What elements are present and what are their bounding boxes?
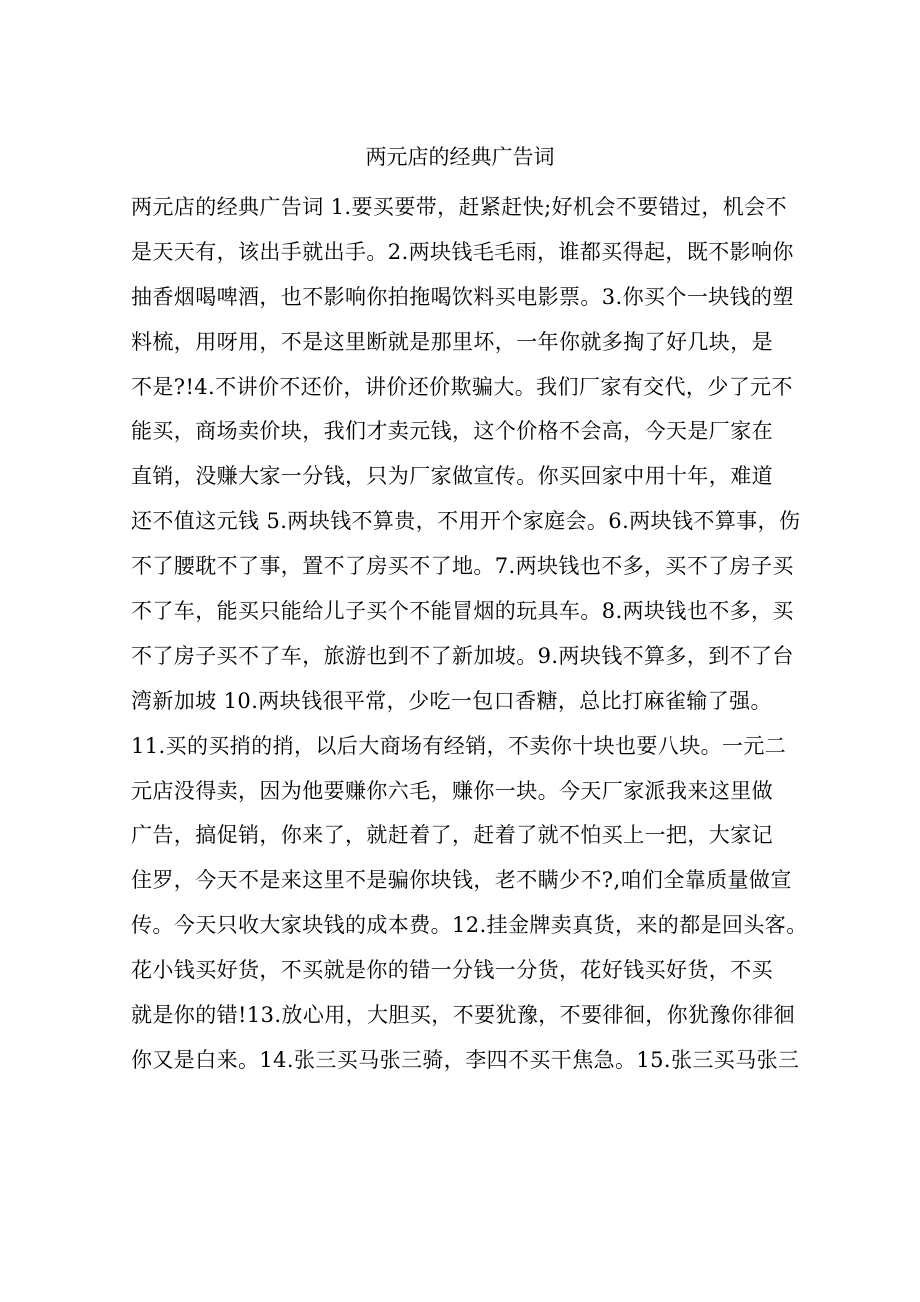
body-line: 不了房子买不了车，旅游也到不了新加坡。9.两块钱不算多，到不了台	[131, 643, 794, 668]
body-line: 传。今天只收大家块钱的成本费。12.挂金牌卖真货，来的都是回头客。	[131, 913, 808, 938]
document-body	[131, 187, 808, 1085]
document-title: 两元店的经典广告词	[365, 145, 555, 169]
body-line: 不了车，能买只能给儿子买个不能冒烟的玩具车。8.两块钱也不多，买	[131, 599, 794, 624]
body-line: 你又是白来。14.张三买马张三骑，李四不买干焦急。15.张三买马张三	[131, 1047, 800, 1072]
body-line: 不是?!4.不讲价不还价，讲价还价欺骗大。我们厂家有交代，少了元不	[131, 374, 793, 399]
body-line: 直销，没赚大家一分钱，只为厂家做宣传。你买回家中用十年，难道	[131, 464, 773, 489]
body-line: 元店没得卖，因为他要赚你六毛，赚你一块。今天厂家派我来这里做	[131, 778, 773, 803]
body-line: 抽香烟喝啤酒，也不影响你拍拖喝饮料买电影票。3.你买个一块钱的塑	[131, 284, 794, 309]
body-line: 料梳，用呀用，不是这里断就是那里坏，一年你就多掏了好几块，是	[131, 329, 773, 354]
body-line: 花小钱买好货，不买就是你的错一分钱一分货，花好钱买好货，不买	[131, 958, 773, 983]
body-line: 是天天有，该出手就出手。2.两块钱毛毛雨，谁都买得起，既不影响你	[131, 239, 794, 264]
body-line: 住罗，今天不是来这里不是骗你块钱，老不瞒少不?,咱们全靠质量做宣	[131, 868, 792, 893]
body-line: 11.买的买捎的捎，以后大商场有经销，不卖你十块也要八块。一元二	[131, 733, 787, 758]
body-line: 湾新加坡 10.两块钱很平常，少吃一包口香糖，总比打麻雀输了强。	[131, 688, 772, 713]
body-line: 能买，商场卖价块，我们才卖元钱，这个价格不会高，今天是厂家在	[131, 419, 773, 444]
body-line: 还不值这元钱 5.两块钱不算贵，不用开个家庭会。6.两块钱不算事，伤	[131, 509, 801, 534]
body-line: 两元店的经典广告词 1.要买要带，赶紧赶快;好机会不要错过，机会不	[131, 195, 787, 219]
body-line: 广告，搞促销，你来了，就赶着了，赶着了就不怕买上一把，大家记	[131, 823, 773, 848]
body-line: 不了腰耽不了事，置不了房买不了地。7.两块钱也不多，买不了房子买	[131, 554, 794, 579]
body-line: 就是你的错!13.放心用，大胆买，不要犹豫，不要徘徊，你犹豫你徘徊	[131, 1003, 796, 1028]
